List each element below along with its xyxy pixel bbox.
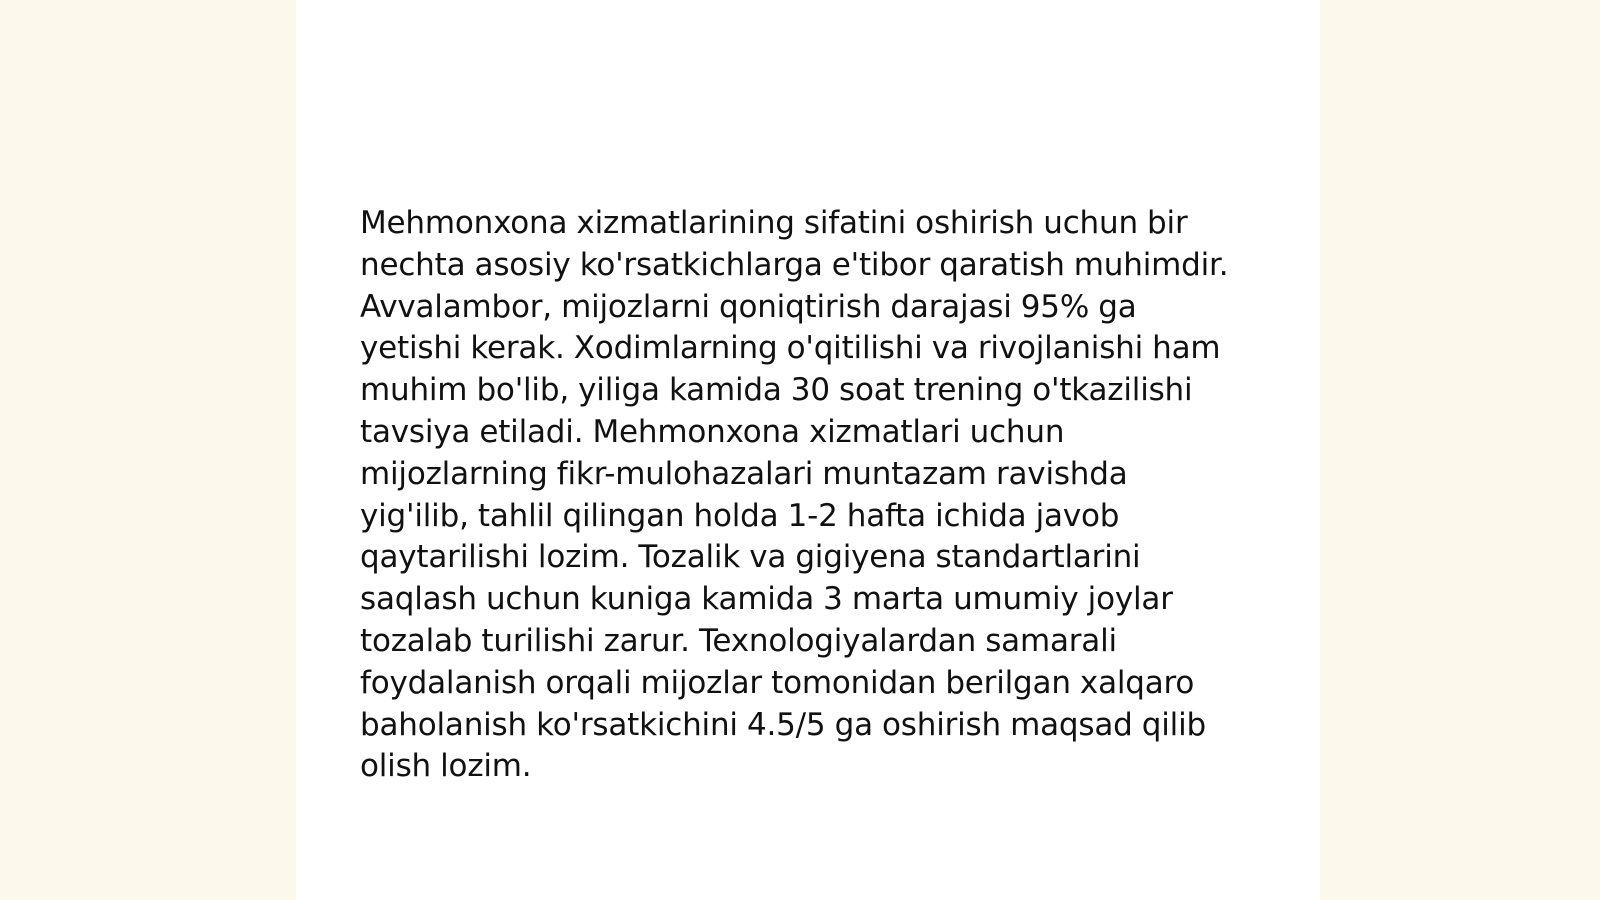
body-paragraph: Mehmonxona xizmatlarining sifatini oshirish uchun bir nechta asosiy ko'rsatkichlarga e'tibor qaratish muhimdir. Avvalambor, mijozlarni qoniqtirish darajasi 95% ga yetishi kerak. Xodimlarning o'qitilishi va rivojlanishi ham muhim bo'lib, yiliga kamida 30 soat trening o'tkazilishi tavsiya etiladi. Mehmonxona xizmatlari uchun mijozlarning fikr-mulohazalari muntazam ravishda yig'ilib, tahlil qilingan holda 1-2 hafta ichida javob qaytarilishi lozim. Tozalik va gigiyena standartlarini saqlash uchun kuniga kamida 3 marta umumiy joylar tozalab turilishi zarur. Texnologiyalardan samarali foydalanish orqali mijozlar tomonidan berilgan xalqaro baholanish ko'rsatkichini 4.5/5 ga oshirish maqsad qilib olish lozim. [360,205,1229,785]
document-page [296,0,1320,900]
